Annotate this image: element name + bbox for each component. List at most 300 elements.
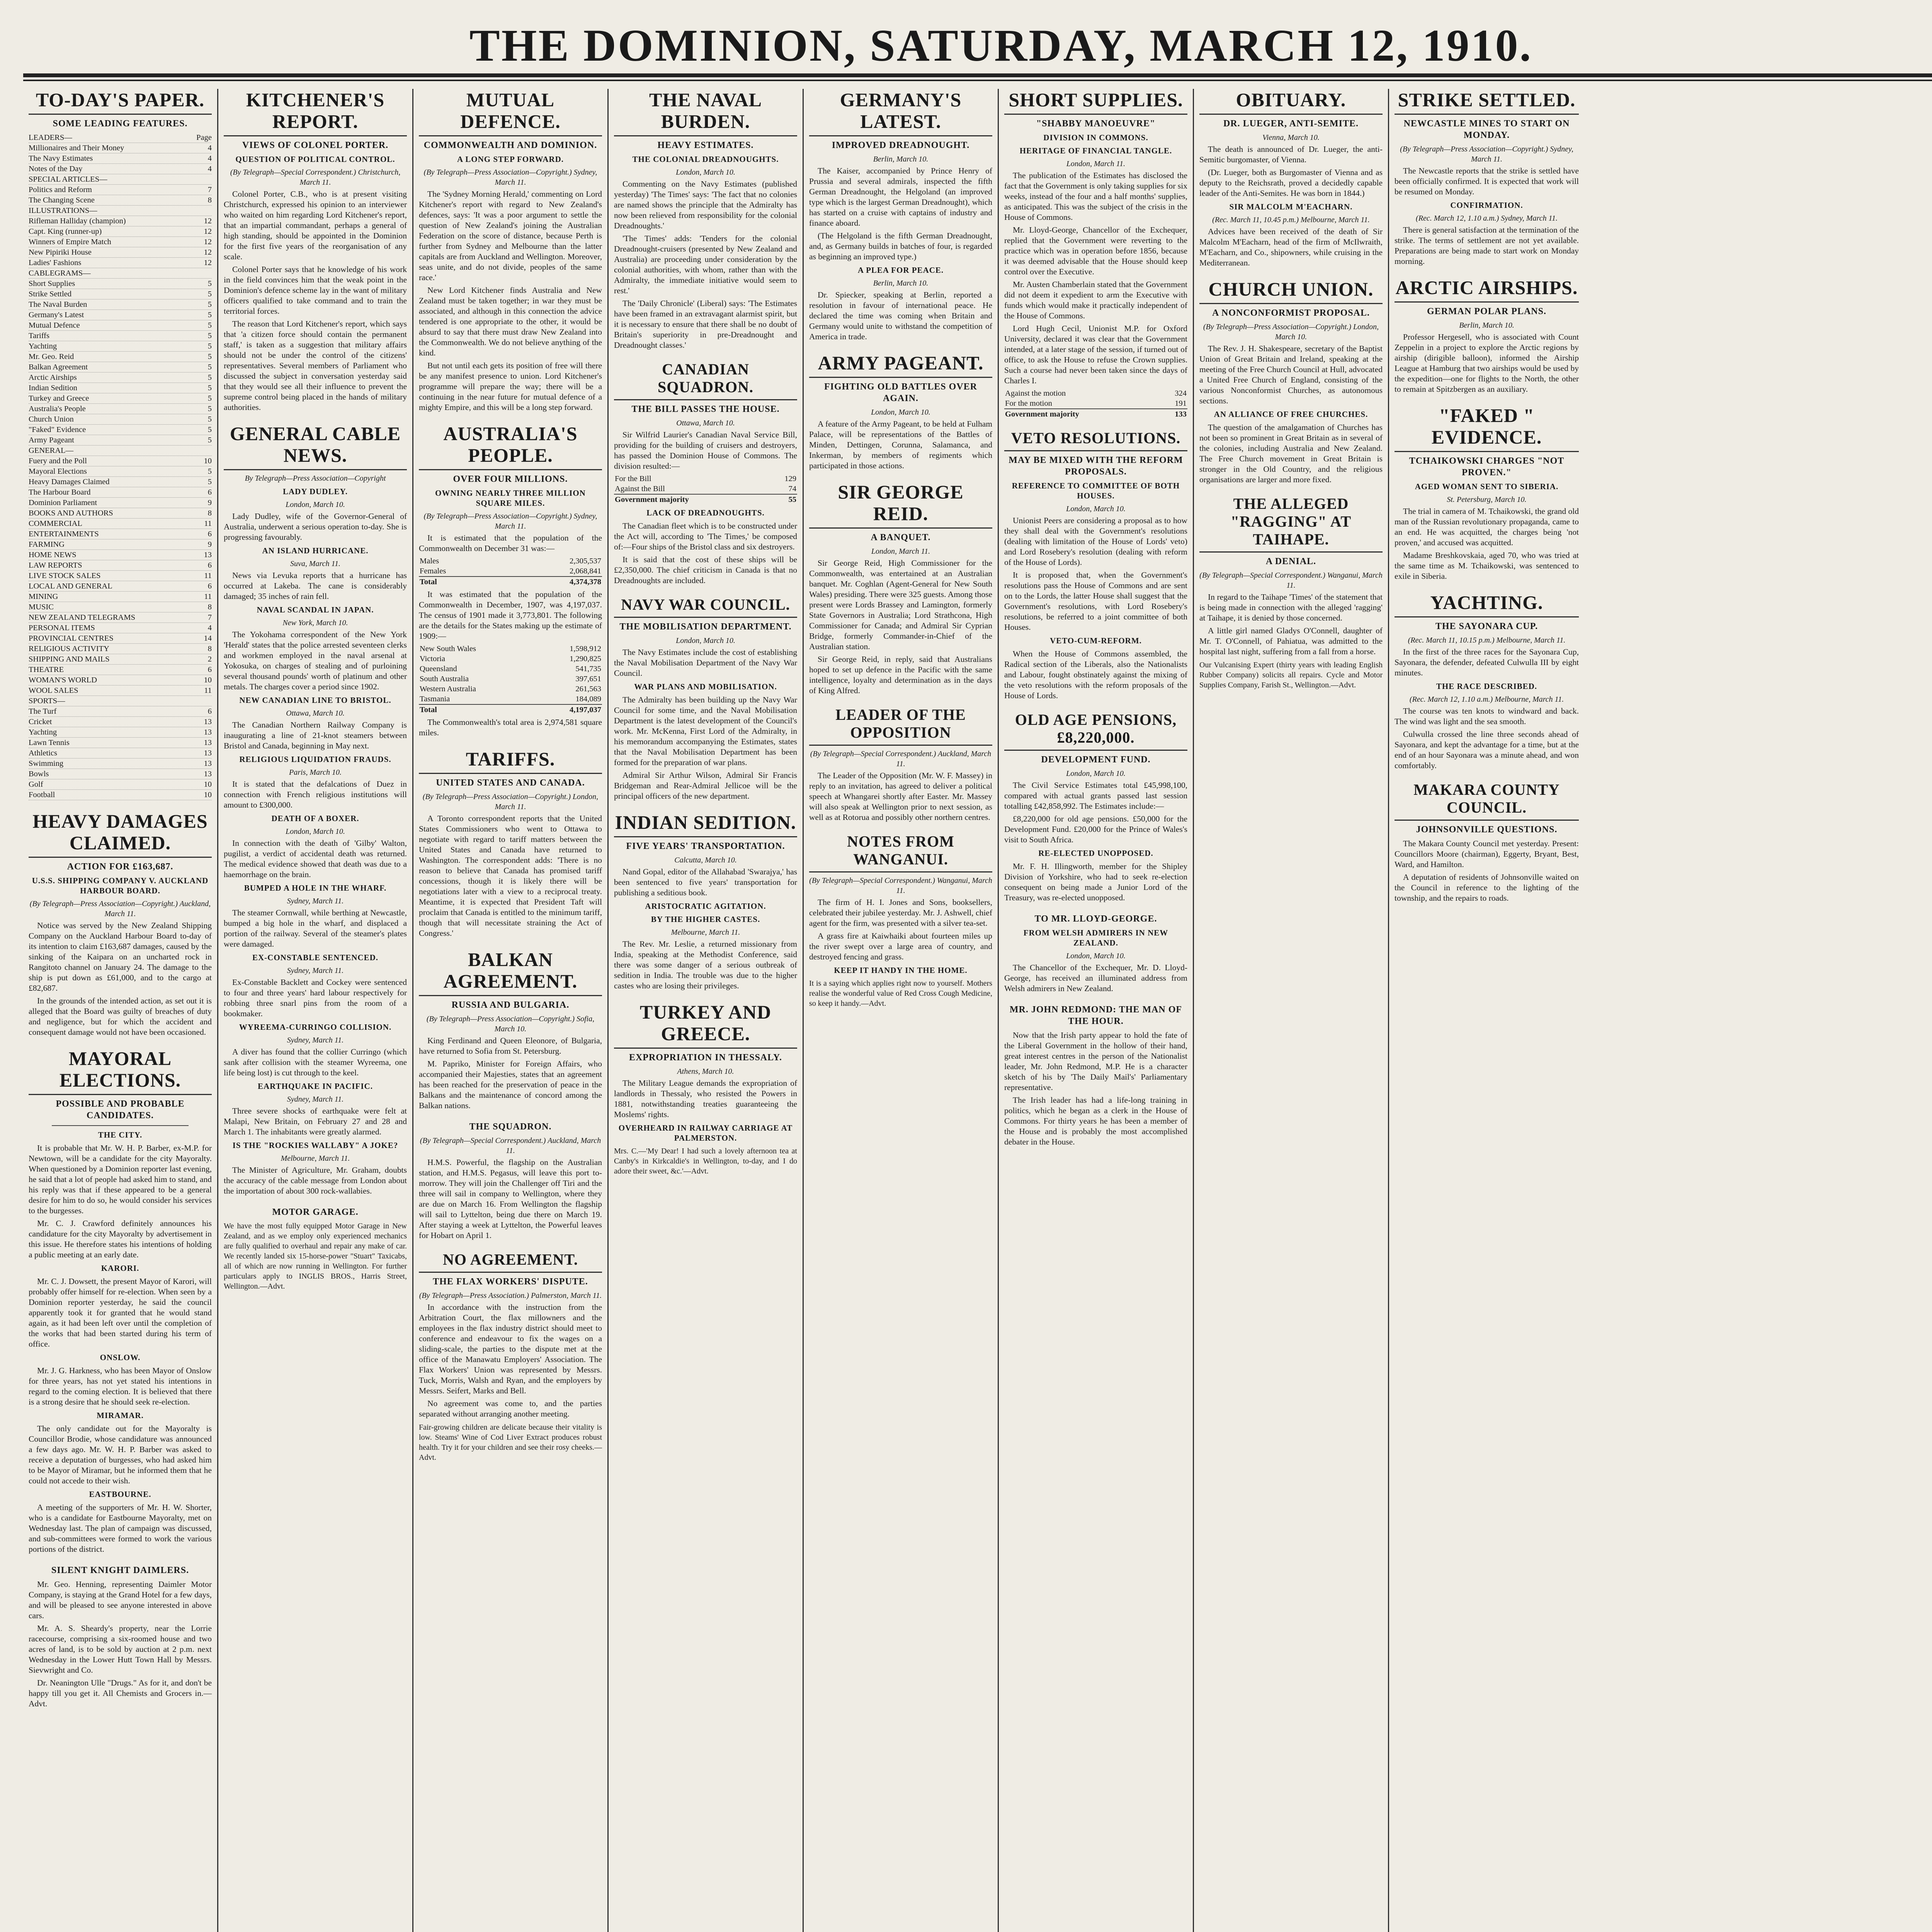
table-row [1004, 398, 1187, 409]
australia-people-sub2: OWNING NEARLY THREE MILLION SQUARE MILES. [435, 488, 586, 508]
contents-page: 8 [207, 196, 212, 204]
cable-item-dateline: Suva, March 11. [290, 560, 340, 568]
table-value: 397,651 [575, 675, 601, 683]
contents-label: Football [29, 791, 55, 799]
mutual-defence-para: New Lord Kitchener finds Australia and New Zealand must be taken together; in war they must be associated, and although in this connection the advice tendered is one appropriate to the other, it would be absurd to say that there must draw New Zealand into the Commonwealth. We do not believe anything of the kind. [419, 286, 602, 357]
cable-item-text: News via Levuka reports that a hurricane has occurred at Lakeba. The cane is considerably damaged; 35 inches of rain fell. [224, 571, 407, 601]
contents-row [29, 738, 212, 748]
no-agreement-article [419, 1251, 602, 1463]
old-age-sub: DEVELOPMENT FUND. [1041, 755, 1151, 765]
table-row [1004, 409, 1187, 419]
contents-row [29, 550, 212, 560]
veto-sub: MAY BE MIXED WITH THE REFORM PROPOSALS. [1009, 455, 1183, 477]
contents-row [29, 425, 212, 435]
faked-dateline: St. Petersburg, March 10. [1447, 495, 1527, 504]
contents-label: Millionaires and Their Money [29, 144, 124, 152]
silent-knight-para: Mr. Geo. Henning, representing Daimler Motor Company, is staying at the Grand Hotel for a few days, and will be pleased to see anyone interested in above cars. [29, 1580, 212, 1620]
canadian-sub3: LACK OF DREADNOUGHTS. [646, 508, 765, 517]
table-row [419, 644, 602, 654]
contents-page [209, 446, 212, 456]
mayoral-para: Mr. C. J. Dowsett, the present Mayor of Karori, will probably offer himself for re-election. When seen by a Dominion reporter yesterday, he said the council apparently took it for granted that he would stand again, as it had been left over until the completion of the works that had been started during his term of office. [29, 1277, 212, 1349]
contents-row [29, 258, 212, 268]
contents-label: SHIPPING AND MAILS [29, 655, 110, 663]
contents-page [209, 174, 212, 184]
yachting-dateline: (Rec. March 11, 10.15 p.m.) Melbourne, March 11. [1408, 636, 1566, 645]
veto-sub3: VETO-CUM-REFORM. [1050, 636, 1142, 645]
kitchener-para: Colonel Porter says that he knowledge of his work in the field convinces him that the weak point in the Dominion's defence scheme lay in the want of military officers qualified to take command and to train the territorial forces. [224, 265, 407, 316]
cable-item-dateline: Paris, March 10. [289, 768, 342, 777]
naval-burden-article [614, 89, 797, 350]
table-row [419, 654, 602, 664]
no-agreement-head: NO AGREEMENT. [419, 1251, 602, 1273]
mutual-defence-sub: COMMONWEALTH AND DOMINION. [423, 140, 597, 150]
lloyd-george-dateline: London, March 10. [1066, 952, 1126, 960]
contents-label: New Pipiriki House [29, 248, 92, 257]
contents-page: 13 [204, 728, 212, 736]
contents-page: 12 [204, 259, 212, 267]
contents-label: LIVE STOCK SALES [29, 571, 101, 580]
table-row [419, 664, 602, 674]
contents-label: Mutual Defence [29, 321, 80, 330]
kitchener-article [224, 89, 407, 413]
column-1 [23, 89, 218, 1932]
contents-row [29, 477, 212, 487]
old-age-article [1004, 711, 1187, 903]
ragging-para: A little girl named Gladys O'Connell, daughter of Mr. T. O'Connell, of Pahiatua, was admitted to the hospital last night, suffering from a fall from a horse. [1199, 626, 1383, 656]
contents-row [29, 665, 212, 675]
cable-item-text: A diver has found that the collier Curringo (which sank after collision with the steamer Wyreema, one life being lost) is cut through to the keel. [224, 1047, 407, 1077]
indian-sedition-sub2: ARISTOCRATIC AGITATION. [645, 901, 766, 911]
notes-wanganui-dateline: (By Telegraph—Special Correspondent.) Wanganui, March 11. [809, 876, 992, 895]
army-pageant-head: ARMY PAGEANT. [809, 352, 992, 378]
army-pageant-dateline: London, March 10. [871, 408, 930, 417]
obituary-article [1199, 89, 1383, 268]
contents-page: Page [196, 133, 212, 142]
naval-burden-head: THE NAVAL BURDEN. [614, 89, 797, 136]
contents-label: Church Union [29, 415, 74, 423]
contents-row [29, 279, 212, 289]
ragging-para: In regard to the Taihape 'Times' of the statement that is being made in connection with the alleged 'ragging' at Taihape, it is denied by those concerned. [1199, 592, 1383, 622]
mutual-defence-dateline: (By Telegraph—Press Association—Copyright.) Sydney, March 11. [423, 168, 597, 187]
table-value: 541,735 [575, 665, 601, 673]
contents-page: 5 [207, 363, 212, 371]
contents-label: Indian Sedition [29, 384, 77, 392]
contents-label: Strike Settled [29, 290, 72, 298]
veto-dateline: London, March 10. [1066, 505, 1126, 513]
short-supplies-para: The publication of the Estimates has disclosed the fact that the Government is only taking supplies for six weeks, instead of the four and a half months' supplies, as anticipated. This was the subject of the crisis in the House of Commons. [1004, 171, 1187, 222]
table-row [419, 694, 602, 704]
contents-page: 11 [204, 519, 212, 528]
germany-sub2: A PLEA FOR PEACE. [857, 265, 944, 275]
george-reid-sub: A BANQUET. [871, 532, 931, 543]
short-supplies-para: Lord Hugh Cecil, Unionist M.P. for Oxford University, declared it was clear that the Government intended, at a later stage of the session, if turned out of office, to ask the House to refuse the Crown supplies. Such a course had never been taken since the days of Charles I. [1004, 324, 1187, 385]
contents-page: 13 [204, 770, 212, 778]
turkey-greece-sub2: OVERHEARD IN RAILWAY CARRIAGE AT PALMERSTON. [618, 1123, 793, 1143]
contents-page: 10 [204, 457, 212, 465]
contents-row [29, 310, 212, 320]
general-cable-head: GENERAL CABLE NEWS. [224, 423, 407, 470]
army-pageant-para: A feature of the Army Pageant, to be held at Fulham Palace, will be representations of the Battles of Minden, Dettingen, Corunna, Salamanca, and Inkerman, by members of regiments which participated in those actions. [809, 419, 992, 470]
turkey-greece-head: TURKEY AND GREECE. [614, 1001, 797, 1049]
arctic-article [1395, 277, 1579, 395]
general-cable-items [224, 486, 407, 1196]
contents-page: 11 [204, 686, 212, 695]
contents-label: Yachting [29, 342, 57, 350]
silent-knight-para: Dr. Neanington Ulle "Drugs." As for it, and don't be happy till you get it. All Chemists and Grocers in.—Advt. [29, 1678, 212, 1708]
contents-row [29, 174, 212, 185]
lloyd-george-sub: FROM WELSH ADMIRERS IN NEW ZEALAND. [1023, 928, 1168, 947]
mayoral-section-title: THE CITY. [98, 1130, 143, 1139]
contents-page: 13 [204, 718, 212, 726]
heavy-damages-sub: ACTION FOR £163,687. [67, 862, 173, 872]
contents-row [29, 153, 212, 164]
navy-war-council-para: The Admiralty has been building up the Navy War Council for some time, and the Naval Mobilisation Department is the latest development of the Council's work. Mr. McKenna, First Lord of the Admiralty, in his memorandum accompanying the Estimates, states that the Naval Mobilisation Department has been formed for the preparation of war plans. [614, 695, 797, 767]
contents-row [29, 435, 212, 446]
divider [52, 1125, 189, 1126]
short-supplies-head: SHORT SUPPLIES. [1004, 89, 1187, 115]
squadron-dateline: (By Telegraph—Special Correspondent.) Auckland, March 11. [420, 1136, 601, 1155]
navy-war-council-head: NAVY WAR COUNCIL. [614, 596, 797, 618]
contents-row [29, 727, 212, 738]
cough-medicine-advert: It is a saying which applies right now to yourself. Mothers realise the wonderful value of Red Cross Cough Medicine, so keep it handy.—Advt. [809, 979, 992, 1008]
mayoral-para: Mr. J. G. Harkness, who has been Mayor of Onslow for three years, has not yet stated his intentions in regard to the coming election. It is believed that there is a strong desire that he should seek re-election. [29, 1366, 212, 1406]
yachting-para: The course was ten knots to windward and back. The wind was light and the sea smooth. [1395, 706, 1579, 726]
cable-item-title: DEATH OF A BOXER. [271, 814, 359, 823]
contents-page: 5 [207, 405, 212, 413]
cable-item-title: BUMPED A HOLE IN THE WHARF. [244, 883, 387, 893]
george-reid-head: SIR GEORGE REID. [809, 481, 992, 529]
veto-para: When the House of Commons assembled, the Radical section of the Liberals, also the Nationalists and Labour, fought obstinately against the mixing of the veto resolutions with the reform proposals of the House of Lords. [1004, 649, 1187, 700]
contents-row [29, 226, 212, 237]
makara-head: MAKARA COUNTY COUNCIL. [1395, 781, 1579, 821]
contents-row [29, 696, 212, 706]
contents-page: 12 [204, 227, 212, 236]
contents-page: 5 [207, 415, 212, 423]
contents-page: 10 [204, 780, 212, 789]
australia-people-mid: It was estimated that the population of the Commonwealth in December, 1907, was 4,197,037. The census of 1901 made it 3,773,801. The following are the details for the States making up the estimate of 1909:— [419, 590, 602, 641]
contents-page: 5 [207, 342, 212, 350]
yachting-para: Culwulla crossed the line three seconds ahead of Sayonara, and kept the advantage for a time, but at the end of an hour Sayonara was a minute ahead, and won comfortably. [1395, 730, 1579, 770]
contents-label: Yachting [29, 728, 57, 736]
mutual-defence-para: But not until each gets its position of free will there be any manifest presence to union. Lord Kitchener's programme will prepare the way; there will be a continuing in the near future for mutual defence of a mighty Empire, and this will be a long step forward. [419, 361, 602, 412]
table-value: 129 [784, 474, 796, 483]
canadian-para: Sir Wilfrid Laurier's Canadian Naval Service Bill, providing for the building of cruisers and destroyers, has passed the Dominion House of Commons. The division resulted:— [614, 430, 797, 471]
column-7 [1194, 89, 1389, 1932]
contents-page: 8 [207, 603, 212, 611]
short-supplies-para: Mr. Lloyd-George, Chancellor of the Exchequer, replied that the Government were reverting to the practice which was in operation before 1856, because it was deemed advisable that the House should keep control over the Executive. [1004, 225, 1187, 276]
contents-row [29, 633, 212, 644]
table-row [614, 494, 797, 505]
contents-row [29, 790, 212, 800]
strike-settled-para: The Newcastle reports that the strike is settled have been officially confirmed. It is expected that work will be resumed on Monday. [1395, 166, 1579, 196]
australia-people-intro: It is estimated that the population of the Commonwealth on December 31 was:— [419, 533, 602, 553]
contents-label: PROVINCIAL CENTRES [29, 634, 114, 643]
table-value: 133 [1160, 409, 1187, 419]
contents-label: MUSIC [29, 603, 54, 611]
contents-label: WOMAN'S WORLD [29, 676, 97, 684]
contents-row [29, 446, 212, 456]
motor-garage-head: MOTOR GARAGE. [272, 1207, 359, 1217]
contents-label: Bowls [29, 770, 49, 778]
contents-label: Mr. Geo. Reid [29, 352, 74, 361]
contents-page: 9 [207, 498, 212, 507]
table-value: 1,290,825 [570, 655, 601, 663]
no-agreement-para: No agreement was come to, and the parties separated without arranging another meeting. [419, 1399, 602, 1418]
table-label: Western Australia [420, 685, 476, 693]
contents-label: FARMING [29, 540, 65, 549]
contents-row [29, 237, 212, 247]
cable-item-title: WYREEMA-CURRINGO COLLISION. [239, 1022, 392, 1032]
mayoral-section-title: EASTBOURNE. [89, 1490, 151, 1499]
contents-row [29, 748, 212, 759]
contents-page [209, 268, 212, 278]
column-8 [1389, 89, 1584, 1932]
naval-burden-sub2: THE COLONIAL DREADNOUGHTS. [632, 155, 779, 164]
naval-burden-para: 'The Times' adds: 'Tenders for the colonial Dreadnought-cruisers (presented by New Zealand and Australia) are proceeding under consideration by the colonial authorities, with whom, rather than with the Admiralty, the immediate initiative would seem to rest.' [614, 234, 797, 295]
germany-dateline2: Berlin, March 10. [873, 279, 929, 287]
indian-sedition-sub3: BY THE HIGHER CASTES. [651, 915, 760, 924]
contents-page: 5 [207, 352, 212, 361]
heavy-damages-sub2: U.S.S. SHIPPING COMPANY V. AUCKLAND HARBOUR BOARD. [32, 876, 209, 895]
contents-page: 6 [207, 488, 212, 497]
population-table [419, 556, 602, 587]
table-value: 191 [1175, 399, 1187, 408]
short-supplies-dateline: London, March 11. [1066, 160, 1126, 168]
contents-page [209, 206, 212, 216]
contents-page: 13 [204, 551, 212, 559]
contents-row [29, 644, 212, 654]
contents-label: ILLUSTRATIONS— [29, 206, 97, 215]
mayoral-para: A meeting of the supporters of Mr. H. W. Shorter, who is a candidate for Eastbourne Mayoralty, met on Wednesday last. The plan of campaign was discussed, and sub-committees were formed to work the various portions of the district. [29, 1503, 212, 1554]
cable-item-title: EX-CONSTABLE SENTENCED. [252, 953, 378, 962]
contents-label: CABLEGRAMS— [29, 269, 91, 277]
yachting-dateline2: (Rec. March 12, 1.10 a.m.) Melbourne, March 11. [1409, 695, 1564, 704]
faked-para: The trial in camera of M. Tchaikowski, the grand old man of the Russian revolutionary propaganda, came to an end. He was acquitted, the charges being 'not proven,' and accused was acquitted. [1395, 507, 1579, 547]
yachting-para: In the first of the three races for the Sayonara Cup, Sayonara, the defender, defeated Culwulla III by eight minutes. [1395, 647, 1579, 677]
contents-page: 13 [204, 749, 212, 757]
ragging-head: THE ALLEGED "RAGGING" AT TAIHAPE. [1199, 495, 1383, 553]
contents-page: 5 [207, 311, 212, 319]
obituary-sub2: SIR MALCOLM M'EACHARN. [1229, 202, 1353, 211]
indian-sedition-head: INDIAN SEDITION. [614, 811, 797, 837]
table-label: Females [420, 567, 446, 575]
mutual-defence-sub2: A LONG STEP FORWARD. [457, 155, 564, 164]
faked-sub: TCHAIKOWSKI CHARGES "NOT PROVEN." [1409, 456, 1565, 478]
short-supplies-para: Mr. Austen Chamberlain stated that the Government did not deem it expedient to arm the Executive with funds which would make it practically independent of the House of Commons. [1004, 280, 1187, 320]
contents-row [29, 372, 212, 383]
old-age-para: £8,220,000 for old age pensions. £50,000 for the Development Fund. £20,000 for the Prince of Wales's visit to South Africa. [1004, 814, 1187, 844]
contents-head: TO-DAY'S PAPER. [29, 89, 212, 115]
contents-row [29, 456, 212, 466]
contents-label: PERSONAL ITEMS [29, 624, 95, 632]
mayoral-article [29, 1048, 212, 1554]
silent-knight-head: SILENT KNIGHT DAIMLERS. [51, 1565, 189, 1575]
contents-label: HOME NEWS [29, 551, 77, 559]
table-label: Victoria [420, 655, 445, 663]
kitchener-sub: VIEWS OF COLONEL PORTER. [242, 140, 389, 150]
contents-label: Germany's Latest [29, 311, 84, 319]
old-age-para: Mr. F. H. Illingworth, member for the Shipley Division of Yorkshire, who had to seek re-election consequent on being made a Junior Lord of the Treasury, was re-elected unopposed. [1004, 862, 1187, 902]
contents-page: 12 [204, 217, 212, 225]
mayoral-section-title: MIRAMAR. [97, 1411, 144, 1420]
contents-row [29, 654, 212, 665]
contents-page: 11 [204, 592, 212, 601]
cable-item-text: In connection with the death of 'Gilby' Walton, pugilist, a verdict of accidental death was returned. The medical evidence showed that death was due to a haemorrhage on the brain. [224, 838, 407, 879]
table-row [419, 684, 602, 694]
contents-row [29, 612, 212, 623]
contents-page: 4 [207, 154, 212, 163]
old-age-sub2: RE-ELECTED UNOPPOSED. [1038, 849, 1153, 858]
contents-label: SPECIAL ARTICLES— [29, 175, 107, 184]
contents-page: 5 [207, 290, 212, 298]
indian-sedition-article [614, 811, 797, 991]
contents-row [29, 560, 212, 571]
makara-sub: JOHNSONVILLE QUESTIONS. [1416, 825, 1558, 835]
turkey-greece-sub: EXPROPRIATION IN THESSALY. [629, 1053, 782, 1063]
lloyd-george-head: TO MR. LLOYD-GEORGE. [1034, 914, 1157, 924]
germany-dateline: Berlin, March 10. [873, 155, 929, 163]
table-label: Total [419, 704, 535, 715]
george-reid-para: Sir George Reid, High Commissioner for the Commonwealth, was entertained at an Australian banquet. Mr. Coghlan (Agent-General for New South Wales) presiding. There were 325 guests. Among those present were Lords Brassey and Lamington, formerly State Governors in Australia; Lord Strathcona, High Commissioner for Canada; and Admiral Sir Cyprian Bridge, formerly Commander-in-Chief of the Australian station. [809, 558, 992, 651]
contents-label: Short Supplies [29, 279, 75, 288]
obituary-sub: DR. LUEGER, ANTI-SEMITE. [1223, 119, 1359, 129]
church-union-head: CHURCH UNION. [1199, 278, 1383, 304]
contents-page: 8 [207, 645, 212, 653]
heavy-damages-para: Notice was served by the New Zealand Shipping Company on the Auckland Harbour Board to-day of its intention to claim £163,687 damages, caused by the sinking of the Kaipara on an uncharted rock in Rangitoto channel on January 24. The damage to the ship is put down as £61,000, and to the cargo at £82,687. [29, 921, 212, 993]
mayoral-head: MAYORAL ELECTIONS. [29, 1048, 212, 1095]
canadian-dateline: Ottawa, March 10. [676, 419, 735, 427]
contents-page: 7 [207, 613, 212, 622]
cable-item-dateline: London, March 10. [286, 500, 345, 509]
cod-liver-advert: Fair-growing children are delicate because their vitality is low. Steams' Wine of Cod Liver Extract produces robust health. Try it for your children and see their rosy cheeks.—Advt. [419, 1423, 602, 1462]
church-union-sub2: AN ALLIANCE OF FREE CHURCHES. [1214, 410, 1368, 419]
short-supplies-sub3: HERITAGE OF FINANCIAL TANGLE. [1019, 146, 1172, 155]
canadian-sub: THE BILL PASSES THE HOUSE. [631, 404, 780, 414]
mayoral-section-title: ONSLOW. [100, 1353, 141, 1362]
table-row [614, 484, 797, 494]
column-4 [609, 89, 804, 1932]
lloyd-george-article [1004, 913, 1187, 994]
states-table [419, 644, 602, 715]
strike-settled-head: STRIKE SETTLED. [1395, 89, 1579, 115]
veto-para: Unionist Peers are considering a proposal as to how they shall deal with the Government's resolutions (dealing with limitation of the House of Lords' veto) and Lord Rosebery's resolution (dealing with reform of the House of Lords). [1004, 516, 1187, 567]
contents-label: WOOL SALES [29, 686, 78, 695]
cable-item-text: The Canadian Northern Railway Company is inaugurating a line of 21-knot steamers between Bristol and Canada, beginning in May next. [224, 720, 407, 750]
tariffs-sub: UNITED STATES AND CANADA. [436, 778, 585, 788]
vulcanising-advert: Our Vulcanising Expert (thirty years with leading English Rubber Company) solicits all repairs. Cycle and Motor Supplies Company, Farish St., Wellington.—Advt. [1199, 661, 1383, 689]
contents-page: 4 [207, 165, 212, 173]
contents-page: 12 [204, 238, 212, 246]
navy-war-council-article [614, 596, 797, 801]
navy-war-council-sub2: WAR PLANS AND MOBILISATION. [634, 682, 777, 691]
mayoral-para: It is probable that Mr. W. H. P. Barber, ex-M.P. for Newtown, will be a candidate for the city Mayoralty. When questioned by a Dominion reporter last evening, he said that a lot of people had asked him to stand, and his reply was that if these appeared to be a general desire for him to do so, he would consider his services to the burgesses. [29, 1143, 212, 1215]
contents-label: Winners of Empire Match [29, 238, 111, 246]
contents-row [29, 352, 212, 362]
cable-item-dateline: Melbourne, March 11. [281, 1154, 350, 1163]
table-value: 184,089 [575, 695, 601, 703]
church-union-article [1199, 278, 1383, 485]
contents-page: 6 [207, 582, 212, 590]
cable-item-title: RELIGIOUS LIQUIDATION FRAUDS. [239, 755, 391, 764]
cable-item-title: AN ISLAND HURRICANE. [262, 546, 369, 555]
obituary-dateline: Vienna, March 10. [1262, 133, 1320, 142]
silent-knight-article [29, 1565, 212, 1709]
mayoral-para: Mr. C. J. Crawford definitely announces his candidature for the city Mayoralty by advertisement in this issue. He therefore states his intentions of holding a public meeting at an early date. [29, 1219, 212, 1259]
cable-item-text: It is stated that the defalcations of Duez in connection with French religious institutions will amount to £300,000. [224, 779, 407, 810]
cable-item-dateline: London, March 10. [286, 827, 345, 836]
table-label: Government majority [614, 494, 770, 505]
columns [23, 89, 1932, 1932]
faked-sub2: AGED WOMAN SENT TO SIBERIA. [1415, 482, 1559, 491]
balkan-para: M. Papriko, Minister for Foreign Affairs, who accompanied their Majesties, states that an agreement has been reached for the preservation of peace in the Balkans and the maintenance of concord among the Balkan nations. [419, 1059, 602, 1110]
redmond-head: MR. JOHN REDMOND: THE MAN OF THE HOUR. [1009, 1005, 1182, 1026]
contents-row [29, 164, 212, 174]
contents-row [29, 769, 212, 779]
contents-row [29, 185, 212, 195]
contents-label: Turkey and Greece [29, 394, 89, 403]
masthead-title: THE DOMINION, SATURDAY, MARCH 12, 1910. [469, 20, 1533, 71]
notes-wanganui-sub2: KEEP IT HANDY IN THE HOME. [834, 966, 968, 975]
contents-label: Mayoral Elections [29, 467, 87, 476]
notes-wanganui-article [809, 833, 992, 1009]
contents-page: 5 [207, 394, 212, 403]
george-reid-para: Sir George Reid, in reply, said that Australians hoped to set up defence in the Pacific with the same intelligence, loyalty and determination as in the days of King Alfred. [809, 655, 992, 695]
turkey-greece-para: The Military League demands the expropriation of landlords in Thessaly, who resisted the Powers in 1881, notwithstanding treaties guaranteeing the Moslems' rights. [614, 1078, 797, 1119]
table-value: 4,374,378 [503, 577, 602, 587]
short-supplies-sub: "SHABBY MANOEUVRE" [1036, 119, 1156, 129]
kitchener-para: Colonel Porter, C.B., who is at present visiting Christchurch, expressed his opinion to an interviewer who waited on him regarding Lord Kitchener's report, that an impartial commandant, perhaps a general of high standing, should be appointed in the Dominion for the first five years of the reorganisation of any scale. [224, 189, 407, 261]
contents-page: 13 [204, 738, 212, 747]
veto-para: It is proposed that, when the Government's resolutions pass the House of Commons and are sent on to the Lords, the latter House shall suggest that the Government's resolutions, with Lord Rosebery's resolutions, be referred to a joint committee of both Houses. [1004, 570, 1187, 632]
table-label: Queensland [420, 665, 457, 673]
contents-page: 6 [207, 707, 212, 716]
contents-list [29, 133, 212, 800]
table-label: For the Bill [615, 474, 651, 483]
yachting-head: YACHTING. [1395, 592, 1579, 617]
canadian-para: It is said that the cost of these ships will be £2,350,000. The chief criticism in Canada is that no Dreadnoughts are included. [614, 555, 797, 585]
contents-row [29, 216, 212, 226]
navy-war-council-dateline: London, March 10. [676, 636, 735, 645]
strike-settled-dateline: (By Telegraph—Press Association—Copyright.) Sydney, March 11. [1400, 145, 1573, 163]
contents-row [29, 466, 212, 477]
army-pageant-article [809, 352, 992, 471]
turkey-greece-article [614, 1001, 797, 1176]
heavy-damages-para: In the grounds of the intended action, as set out it is alleged that the Board was guilty of breaches of duty and negligence, but for which the accident and consequent damage would not have been occasioned. [29, 996, 212, 1037]
contents-page: 5 [207, 373, 212, 382]
australia-people-dateline: (By Telegraph—Press Association—Copyright.) Sydney, March 11. [423, 512, 597, 531]
contents-row [29, 414, 212, 425]
navy-war-council-para: Admiral Sir Arthur Wilson, Admiral Sir Francis Bridgeman and Rear-Admiral Jellicoe will be the principal officers of the new department. [614, 770, 797, 801]
faked-head: "FAKED " EVIDENCE. [1395, 405, 1579, 452]
yachting-article [1395, 592, 1579, 771]
redmond-para: The Irish leader has had a life-long training in politics, which he began as a clerk in the House of Commons. For thirty years he has been a member of the House and is probably the most accomplished debater in the House. [1004, 1095, 1187, 1146]
contents-page: 6 [207, 530, 212, 538]
no-agreement-sub: THE FLAX WORKERS' DISPUTE. [433, 1277, 588, 1287]
contents-row [29, 487, 212, 498]
australia-people-head: AUSTRALIA'S PEOPLE. [419, 423, 602, 470]
contents-page: 12 [204, 248, 212, 257]
mutual-defence-head: MUTUAL DEFENCE. [419, 89, 602, 136]
contents-page: 5 [207, 279, 212, 288]
notes-wanganui-para: The firm of H. I. Jones and Sons, booksellers, celebrated their jubilee yesterday. Mr. J. Ashwell, chief agent for the firm, was presented with a silver tea-set. [809, 898, 992, 928]
cable-item-title: IS THE "ROCKIES WALLABY" A JOKE? [232, 1141, 398, 1150]
table-value: 2,068,841 [570, 567, 601, 575]
contents-label: Capt. King (runner-up) [29, 227, 102, 236]
table-row [1004, 388, 1187, 398]
cable-item-text: Ex-Constable Backlett and Cockey were sentenced to four and three years' hard labour respectively for robbing three snarl pins from the room of a bookmaker. [224, 978, 407, 1018]
contents-label: Army Pageant [29, 436, 74, 444]
indian-sedition-para: The Rev. Mr. Leslie, a returned missionary from India, speaking at the Methodist Conference, said there was some danger of a serious outbreak of sedition in India. The trouble was due to the higher castes who are losing their privileges. [614, 939, 797, 990]
